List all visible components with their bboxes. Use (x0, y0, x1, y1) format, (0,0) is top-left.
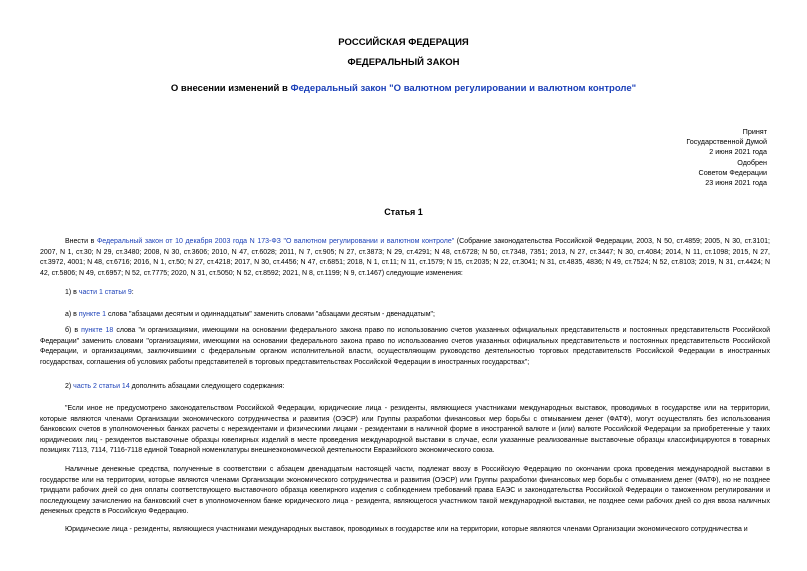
law-title-link[interactable]: Федеральный закон "О валютном регулировании и валютном контроле" (290, 83, 637, 94)
item1-suffix: : (131, 289, 134, 296)
law-type-heading: ФЕДЕРАЛЬНЫЙ ЗАКОН (347, 57, 460, 68)
item-1a (40, 310, 770, 321)
item1b-link[interactable]: пункте 18 (81, 327, 114, 334)
acceptance-block (627, 127, 767, 188)
federation-heading: РОССИЙСКАЯ ФЕДЕРАЦИЯ (338, 37, 469, 48)
accepted-date: 2 июня 2021 года (709, 147, 767, 157)
item-1b (40, 326, 770, 368)
approved-by: Советом Федерации (698, 167, 767, 177)
item1a-link[interactable]: пункте 1 (78, 311, 106, 318)
quote1-text: "Если иное не предусмотрено законодательством Российской Федерации, юридические лица - резиденты, являющиеся участниками международных выставок, проводимых в государстве или на территории, которые являются членами Организации экономического сотрудничества и развития (ОЭСР) или Группы разработки финансовых мер борьбы с отмыванием денег (ФАТФ), могут осуществлять без использования банковских счетов в уполномоченных банках расчеты с нерезидентами и физическими лицами - резидентами в наличной форме в иностранной валюте и (или) валюте Российской Федерации за приобретенные у таких юридических лиц - резидентов выставочные образцы ювелирных изделий в месте проведения международной выставки в случае, если указанные реализованные выставочные образцы классифицируются в товарных позициях 7113, 7114, 7116-7118 единой Товарной номенклатуры внешнеэкономической деятельности Евразийского экономического союза. (40, 405, 770, 455)
approved-date: 23 июня 2021 года (705, 178, 767, 188)
quote2-text: Наличные денежные средства, полученные в соответствии с абзацем двенадцатым настоящей части, подлежат ввозу в Российскую Федерацию по окончании срока проведения международной выставки в государстве или на территории, которые являются членами Организации экономического сотрудничества и развития (ОЭСР) или Группы разработки финансовых мер борьбы с отмыванием денег (ФАТФ), но не позднее тридцати рабочих дней со дня оплаты соответствующего выставочного образца ювелирного изделия с соблюдением требований права ЕАЭС и законодательства Российской Федерации о таможенном регулировании и последующему зачислению на банковский счет в уполномоченном банке юридического лица - резидента, являющегося участником такой международной выставки, не позднее семи рабочих дней со дня ввоза наличных денежных средств в Российскую Федерацию. (40, 466, 770, 516)
item2-link[interactable]: часть 2 статьи 14 (73, 383, 130, 390)
item1a-prefix: а) в (65, 311, 79, 318)
item2-suffix: дополнить абзацами следующего содержания: (129, 383, 285, 390)
item1-link[interactable]: части 1 статьи 9 (78, 289, 132, 296)
intro-law-link[interactable]: Федеральный закон от 10 декабря 2003 года N 173-ФЗ "О валютном регулировании и валютном контроле" (96, 238, 455, 245)
article-intro (40, 237, 770, 279)
accepted-by: Государственной Думой (686, 137, 767, 147)
intro-prefix: Внести в (65, 238, 97, 245)
item1b-suffix: слова "и организациями, имеющими на основании федерального закона право по использованию счетов указанных официальных представительств и постоянных представительств Российской Федерации" заменить словами "организациями, имеющими на основании федерального закона право по использованию счетов указанных официальных представительств и постоянных представительств Российской Федерации, и организациями, заключившими с федеральным органом исполнительной власти, осуществляющим руководство деятельностью торговых представительств Российской Федерации в иностранных государствах, соглашения об условиях работы представителей в торговых представительствах Российской Федерации в иностранных государствах"; (40, 327, 770, 366)
quote-paragraph-1 (40, 404, 770, 457)
quote-paragraph-3 (40, 525, 770, 536)
quote-paragraph-2 (40, 465, 770, 518)
item-1 (40, 288, 770, 299)
intro-suffix: (Собрание законодательства Российской Федерации, 2003, N 50, ст.4859; 2005, N 30, ст.3101; 2007, N 1, ст.30; N 29, ст.3480; 2008, N 30, ст.3606; 2010, N 47, ст.6028; 2011, N 7, ст.905; N 27, ст.3873; N 29, ст.4291; N 48, ст.6728; N 50, ст.7348, 7351; 2013, N 27, ст.3447; N 30, ст.4084; 2014, N 11, ст.1098; 2015, N 27, ст.3972, 4001; N 48, ст.6716; 2016, N 1, ст.50; N 27, ст.4218; 2017, N 30, ст.4456; N 47, ст.6851; 2018, N 1, ст.11; N 11, ст.1579; N 15, ст.2035; N 22, ст.3041; N 31, ст.4835, 4836; N 49, ст.7524; N 52, ст.8103; 2019, N 31, ст.4424; N 42, ст.5806; N 49, ст.6957; N 52, ст.7775; 2020, N 31, ст.5050; N 52, ст.8592; 2021, N 8, ст.1199; N 9, ст.1467) следующие изменения: (40, 238, 770, 277)
law-title-prefix: О внесении изменений в (170, 83, 291, 94)
law-title (0, 83, 807, 94)
item1b-prefix: б) в (65, 327, 82, 334)
item2-prefix: 2) (65, 383, 74, 390)
article-heading: Статья 1 (384, 207, 423, 217)
quote3-text: Юридические лица - резиденты, являющиеся участниками международных выставок, проводимых в государстве или на территории, которые являются членами Организации экономического сотрудничества и (65, 526, 748, 533)
item-2 (40, 382, 770, 393)
item1-prefix: 1) в (65, 289, 79, 296)
item1a-suffix: слова "абзацами десятым и одиннадцатым" заменить словами "абзацами десятым - двенадцатым"; (106, 311, 435, 318)
accepted-label: Принят (742, 127, 767, 136)
approved-label: Одобрен (737, 157, 767, 167)
